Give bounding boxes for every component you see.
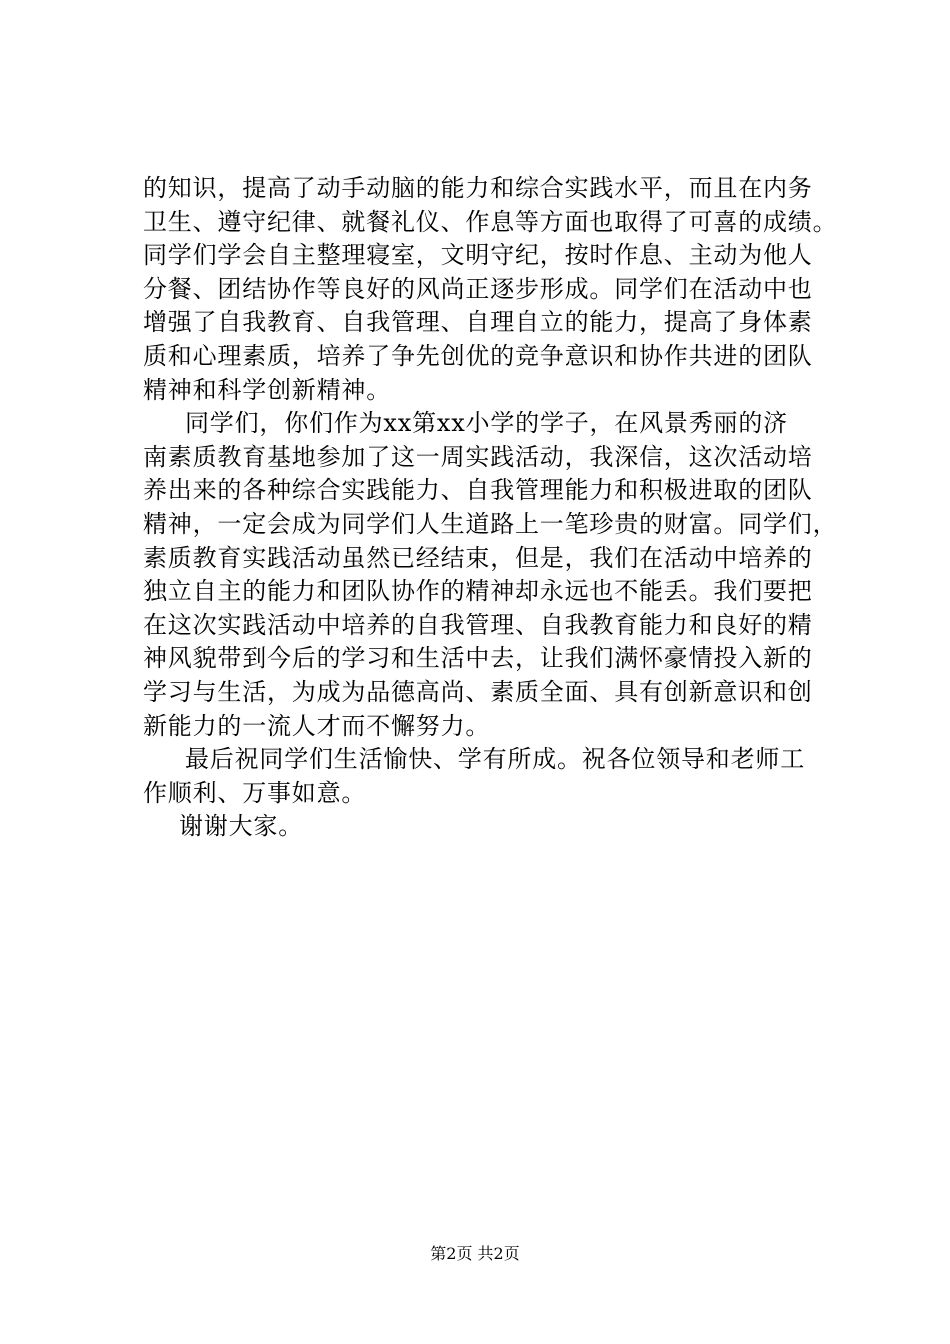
text-line: 新能力的一流人才而不懈努力。 [143, 711, 491, 740]
closing-line: 谢谢大家。 [179, 812, 303, 841]
text-line: 的知识，提高了动手动脑的能力和综合实践水平，而且在内务 [143, 174, 813, 202]
text-line: 分餐、团结协作等良好的风尚正逐步形成。同学们在活动中也 [143, 274, 813, 303]
text-line: 独立自主的能力和团队协作的精神却永远也不能丢。我们要把 [143, 577, 813, 606]
text-line: 质和心理素质，培养了争先创优的竞争意识和协作共进的团队 [143, 341, 813, 370]
text-line: 增强了自我教育、自我管理、自理自立的能力，提高了身体素 [143, 308, 813, 337]
text-line: 卫生、遵守纪律、就餐礼仪、作息等方面也取得了可喜的成绩。 [143, 207, 838, 236]
text-line: 作顺利、万事如意。 [143, 778, 367, 807]
text-line: 素质教育实践活动虽然已经结束，但是，我们在活动中培养的 [143, 543, 813, 572]
text-line: 养出来的各种综合实践能力、自我管理能力和积极进取的团队 [143, 476, 813, 505]
text-line: 学习与生活，为成为品德高尚、素质全面、具有创新意识和创 [143, 677, 813, 706]
text-line: 在这次实践活动中培养的自我管理、自我教育能力和良好的精 [143, 610, 813, 639]
page-footer: 第2页 共2页 [430, 1244, 520, 1263]
text-line: 精神，一定会成为同学们人生道路上一笔珍贵的财富。同学们， [143, 509, 838, 538]
body-text [143, 172, 843, 844]
text-line: 神风貌带到今后的学习和生活中去，让我们满怀豪情投入新的 [143, 644, 813, 673]
paragraph-start-line: 同学们，你们作为xx第xx小学的学子，在风景秀丽的济 [185, 409, 788, 438]
text-line: 精神和科学创新精神。 [143, 375, 391, 404]
paragraph-start-line: 最后祝同学们生活愉快、学有所成。祝各位领导和老师工 [185, 745, 805, 774]
text-line: 南素质教育基地参加了这一周实践活动，我深信，这次活动培 [143, 442, 813, 471]
text-line: 同学们学会自主整理寝室，文明守纪，按时作息、主动为他人 [143, 241, 813, 270]
